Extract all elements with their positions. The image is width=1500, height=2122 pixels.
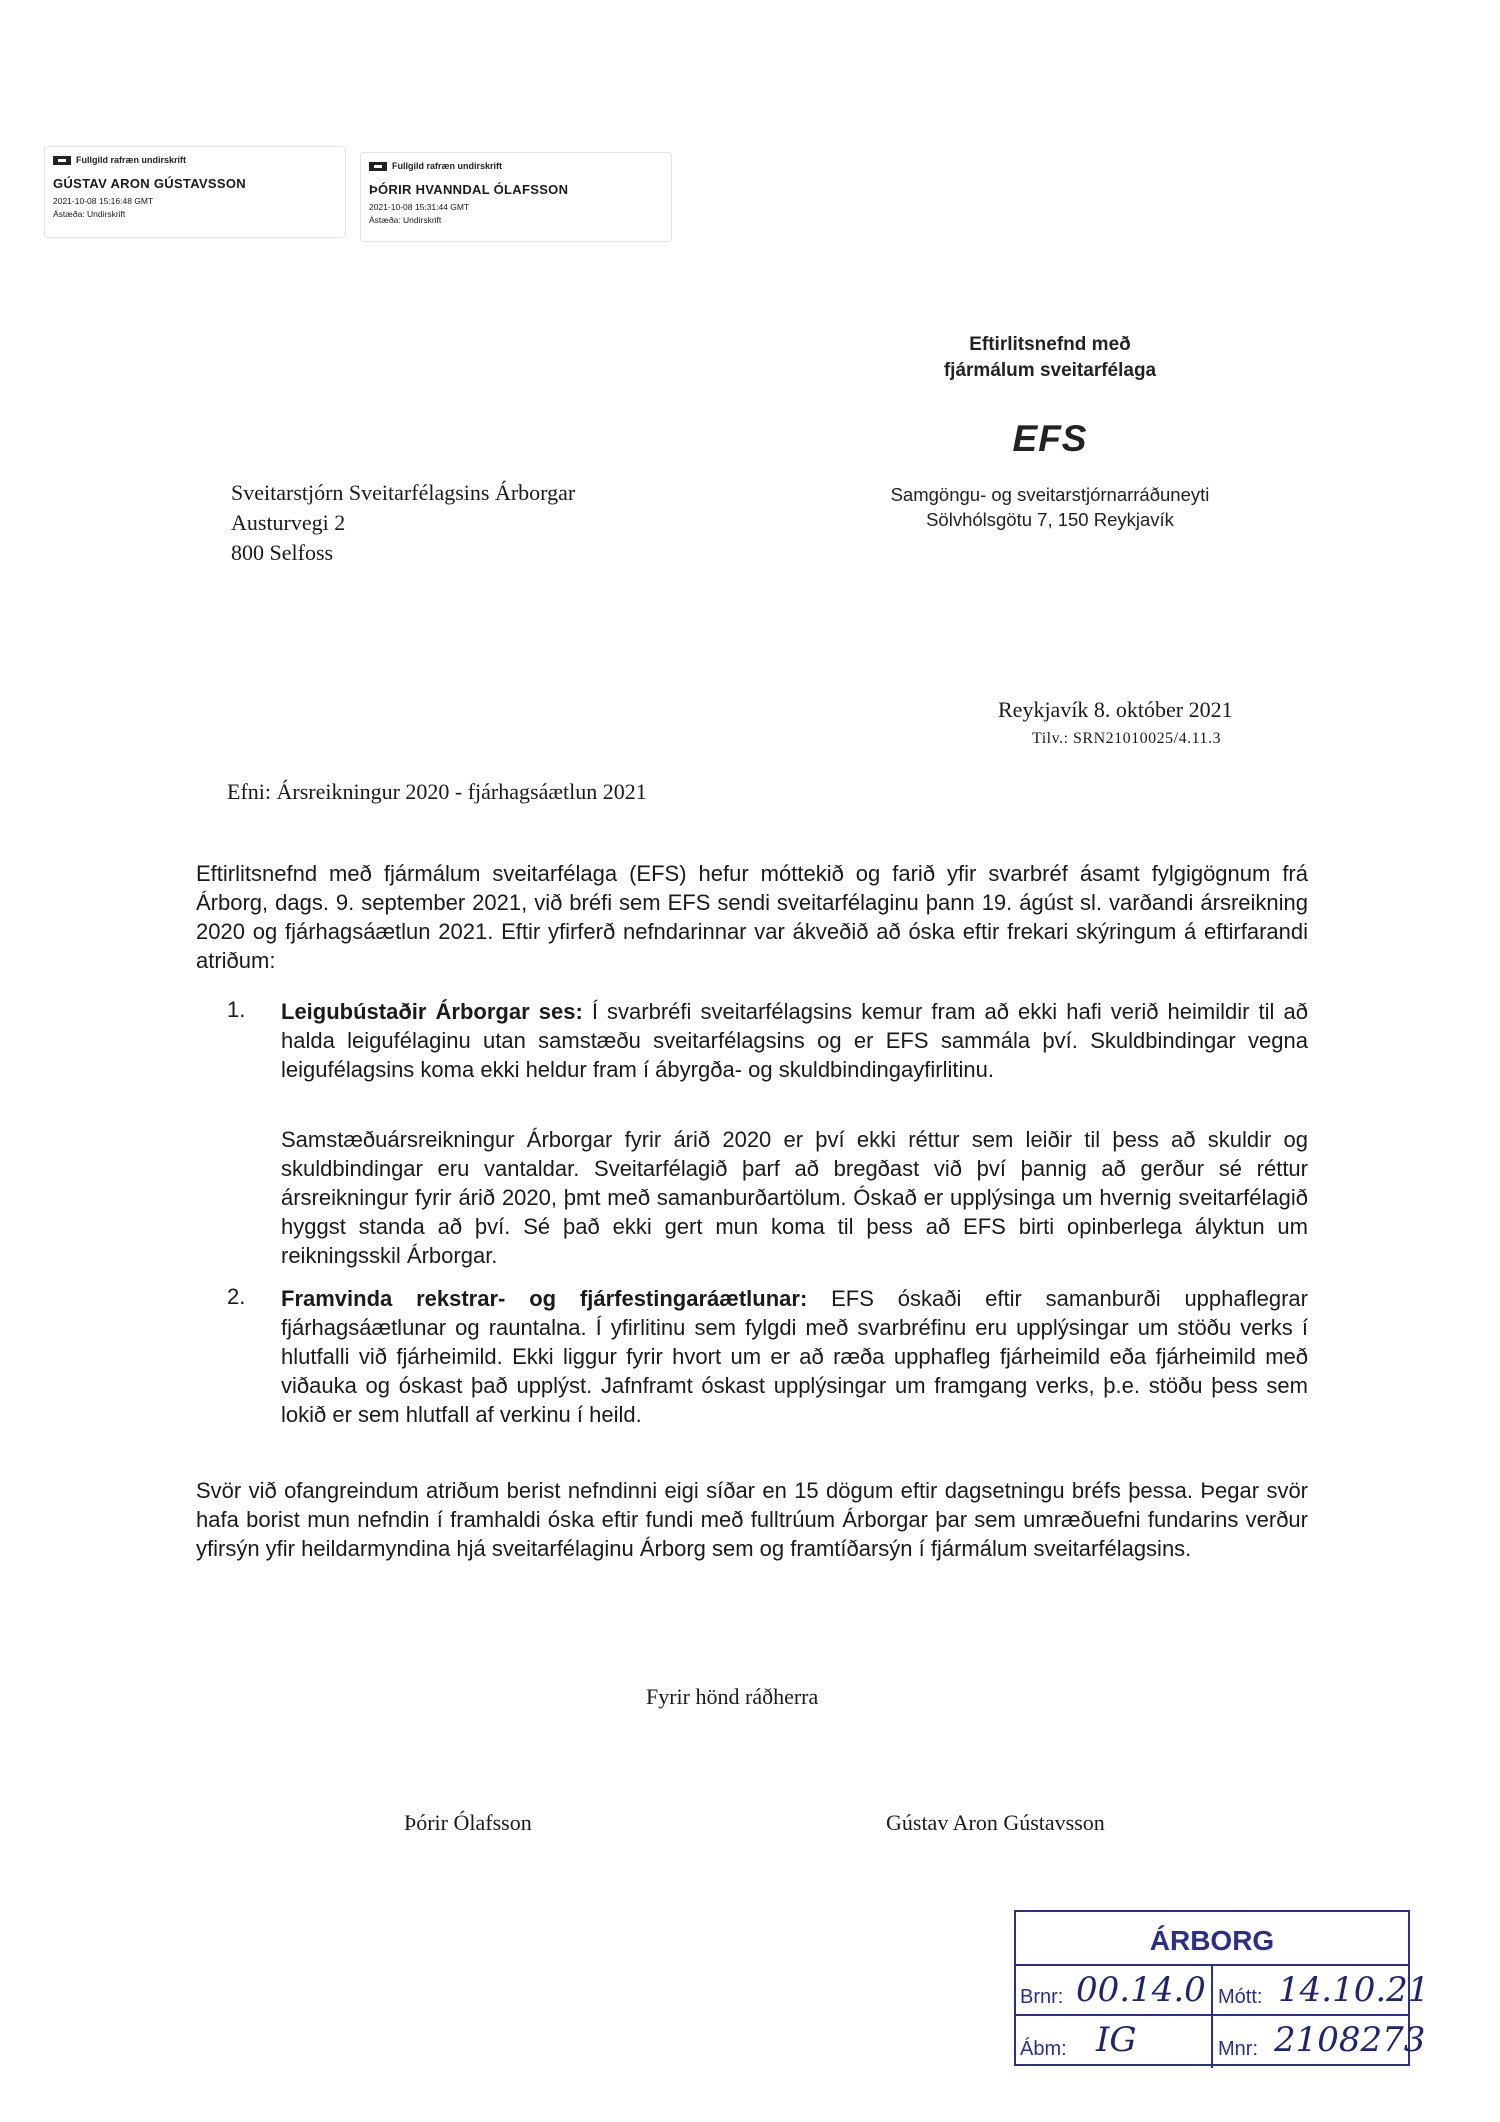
mnr-value: 2108273	[1274, 2020, 1426, 2060]
ministry-address: Sölvhólsgötu 7, 150 Reykjavík	[926, 509, 1174, 530]
signature-icon	[53, 156, 71, 165]
stamp-signer-name: GÚSTAV ARON GÚSTAVSSON	[53, 176, 246, 191]
stamp-header: Fullgild rafræn undirskrift	[392, 161, 503, 171]
abm-label: Ábm:	[1020, 2038, 1067, 2060]
signer-gustav: Gústav Aron Gústavsson	[886, 1810, 1105, 1835]
ministry-name: Samgöngu- og sveitarstjórnarráðuneyti	[890, 484, 1210, 505]
intro-paragraph: Eftirlitsnefnd með fjármálum sveitarfélaga (EFS) hefur móttekið og farið yfir svarbréf ásamt fylgigögnum frá Árborg, dags. 9. september 2021, við bréfi sem EFS sendi sveitarfélaginu þann 19. ágúst sl. varðandi ársreikning 2020 og fjárhagsáætlun 2021. Eftir yfirferð nefndarinnar var ákveðið að óska eftir frekari skýringum á eftirfarandi atriðum:	[196, 861, 1308, 973]
committee-name-line2: fjármálum sveitarfélaga	[943, 360, 1157, 381]
letter-date: Reykjavík 8. október 2021	[998, 697, 1233, 722]
closing-paragraph: Svör við ofangreindum atriðum berist nefndinni eigi síðar en 15 dögum eftir dagsetningu bréfs þessa. Þegar svör hafa borist mun nefndin í framhaldi óska eftir fundi með fulltrúum Árborgar þar sem umræðuefni fundarins verður yfirsýn yfir heildarmyndina hjá sveitarfélaginu Árborg sem og framtíðarsýn í fjármálum sveitarfélagsins.	[196, 1478, 1308, 1561]
abm-value: IG	[1096, 2020, 1137, 2060]
subject-line: Efni: Ársreikningur 2020 - fjárhagsáætlun 2021	[227, 779, 647, 804]
mnr-label: Mnr:	[1218, 2038, 1258, 2060]
item-number: 1.	[227, 997, 246, 1022]
signature-stamp-thorir	[360, 152, 672, 242]
stamp-timestamp: 2021-10-08 15:31:44 GMT	[369, 202, 470, 212]
recipient-address	[231, 478, 575, 568]
sender-block	[840, 332, 1260, 532]
signature-icon	[369, 162, 387, 171]
list-item-1	[227, 997, 1308, 1317]
efs-logo: EFS	[1012, 418, 1088, 459]
signature-stamp-gustav	[44, 146, 346, 238]
mott-label: Mótt:	[1218, 1986, 1263, 2008]
mott-value: 14.10.21	[1278, 1970, 1430, 2010]
item-paragraph-2: Samstæðuársreikningur Árborgar fyrir árið 2020 er því ekki réttur sem leiðir til þess að skuldir og skuldbindingar eru vantaldar. Sveitarfélagið þarf að bregðast við því þannig að gerður sé réttur ársreikningur fyrir árið 2020, þmt með samanburðartölum. Óskað er upplýsinga um hvernig sveitarfélagið hyggst standa að því. Sé það ekki gert mun koma til þess að EFS birti opinberlega ályktun um reikningsskil Árborgar.	[281, 1127, 1308, 1268]
item-text: EFS óskaði eftir samanburði upphaflegrar fjárhagsáætlunar og rauntalna. Í yfirlitinu sem fylgdi með svarbréfinu eru upplýsingar um stöðu verks í hlutfalli við fjárheimild. Ekki liggur fyrir hvort um er að ræða upphafleg fjárheimild eða fjárheimild með viðauka og óskast það upplýst. Jafnframt óskast upplýsingar um framgang verks, þ.e. stöðu þess sem lokið er sem hlutfall af verkinu í heild.	[281, 1286, 1308, 1427]
stamp-timestamp: 2021-10-08 15:16:48 GMT	[53, 196, 154, 206]
stamp-reason: Ástæða: Undirskrift	[53, 209, 126, 219]
recipient-line3: 800 Selfoss	[231, 540, 334, 565]
reference-number: Tilv.: SRN21010025/4.11.3	[1032, 730, 1221, 747]
received-stamp-title: ÁRBORG	[1149, 1925, 1275, 1956]
stamp-header: Fullgild rafræn undirskrift	[76, 155, 187, 165]
recipient-line2: Austurvegi 2	[231, 510, 346, 535]
signer-thorir: Þórir Ólafsson	[404, 1810, 532, 1835]
received-stamp	[1014, 1910, 1430, 2066]
item-title: Framvinda rekstrar- og fjárfestingaráætlunar:	[281, 1286, 808, 1311]
item-number: 2.	[227, 1284, 246, 1309]
brnr-label: Brnr:	[1020, 1986, 1064, 2008]
stamp-signer-name: ÞÓRIR HVANNDAL ÓLAFSSON	[369, 182, 569, 197]
list-item-2	[227, 1284, 1308, 1464]
brnr-value: 00.14.0	[1076, 1970, 1206, 2010]
recipient-line1: Sveitarstjórn Sveitarfélagsins Árborgar	[231, 480, 576, 505]
item-title: Leigubústaðir Árborgar ses:	[281, 999, 583, 1024]
item-text: Í svarbréfi sveitarfélagsins kemur fram að ekki hafi verið heimildir til að halda leigufélaginu utan samstæðu sveitarfélagsins og er EFS sammála því. Skuldbindingar vegna leigufélagsins koma ekki heldur fram í ábyrgða- og skuldbindingayfirlitinu.	[281, 999, 1308, 1082]
on-behalf-line: Fyrir hönd ráðherra	[646, 1684, 819, 1709]
committee-name-line1: Eftirlitsnefnd með	[969, 334, 1131, 355]
stamp-reason: Ástæða: Undirskrift	[369, 215, 442, 225]
